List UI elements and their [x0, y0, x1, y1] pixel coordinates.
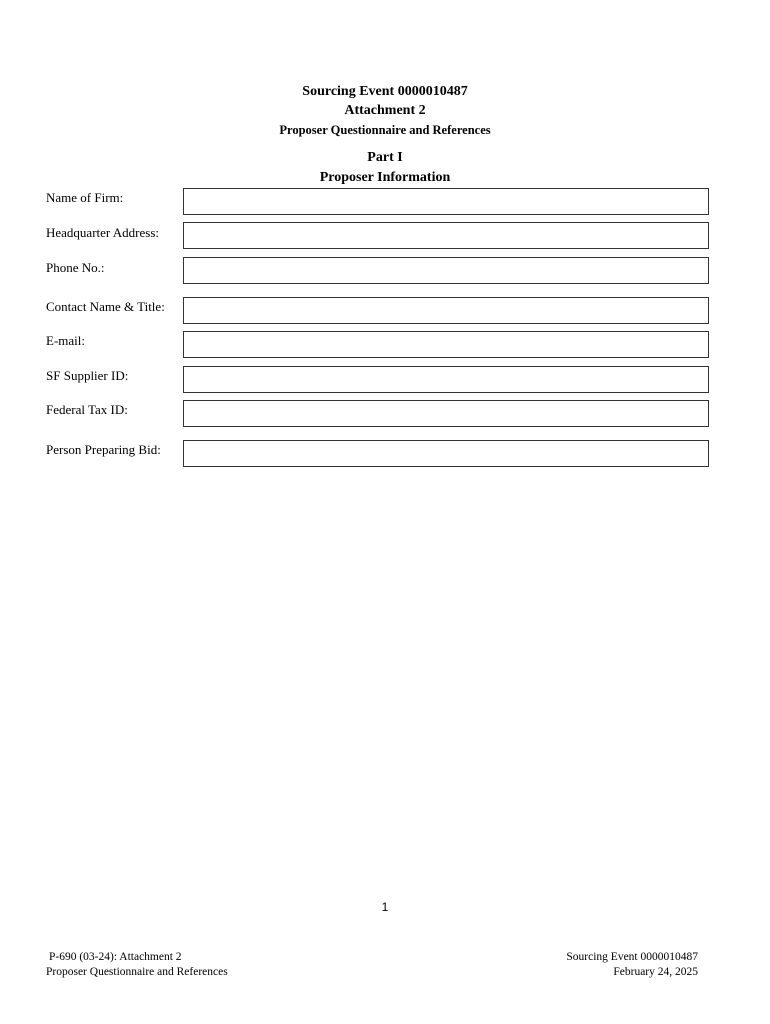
sf-supplier-id-label: SF Supplier ID:	[46, 368, 129, 383]
field-row-sf-supplier-id	[0, 366, 770, 396]
page-number: 1	[381, 900, 389, 914]
field-row-email	[0, 331, 770, 361]
field-row-phone	[0, 257, 770, 287]
footer-date: February 24, 2025	[613, 966, 698, 978]
footer-left	[46, 950, 228, 980]
email-field[interactable]	[183, 331, 709, 358]
name-of-firm-label: Name of Firm:	[46, 190, 124, 205]
field-row-contact-name-title	[0, 297, 770, 327]
attachment-title: Attachment 2	[344, 103, 426, 118]
sourcing-event-title: Sourcing Event 0000010487	[302, 84, 468, 99]
email-label: E-mail:	[46, 333, 85, 348]
field-row-person-preparing-bid	[0, 440, 770, 470]
federal-tax-id-label: Federal Tax ID:	[46, 402, 128, 417]
footer-right	[566, 950, 698, 980]
federal-tax-id-field[interactable]	[183, 400, 709, 427]
headquarter-address-label: Headquarter Address:	[46, 225, 159, 240]
footer-document-name: Proposer Questionnaire and References	[46, 966, 228, 978]
field-row-federal-tax-id	[0, 400, 770, 430]
part-heading: Part I	[367, 150, 403, 165]
document-subtitle: Proposer Questionnaire and References	[279, 123, 491, 137]
phone-field[interactable]	[183, 257, 709, 284]
footer-sourcing-event: Sourcing Event 0000010487	[566, 951, 698, 963]
name-of-firm-field[interactable]	[183, 188, 709, 215]
headquarter-address-field[interactable]	[183, 222, 709, 249]
field-row-headquarter-address	[0, 222, 770, 252]
part-title: Proposer Information	[319, 170, 451, 185]
phone-label: Phone No.:	[46, 260, 105, 275]
contact-name-title-field[interactable]	[183, 297, 709, 324]
person-preparing-bid-label: Person Preparing Bid:	[46, 442, 161, 457]
footer-form-number: P-690 (03-24): Attachment 2	[49, 951, 182, 963]
field-row-name-of-firm	[0, 188, 770, 218]
person-preparing-bid-field[interactable]	[183, 440, 709, 467]
sf-supplier-id-field[interactable]	[183, 366, 709, 393]
contact-name-title-label: Contact Name & Title:	[46, 299, 165, 314]
